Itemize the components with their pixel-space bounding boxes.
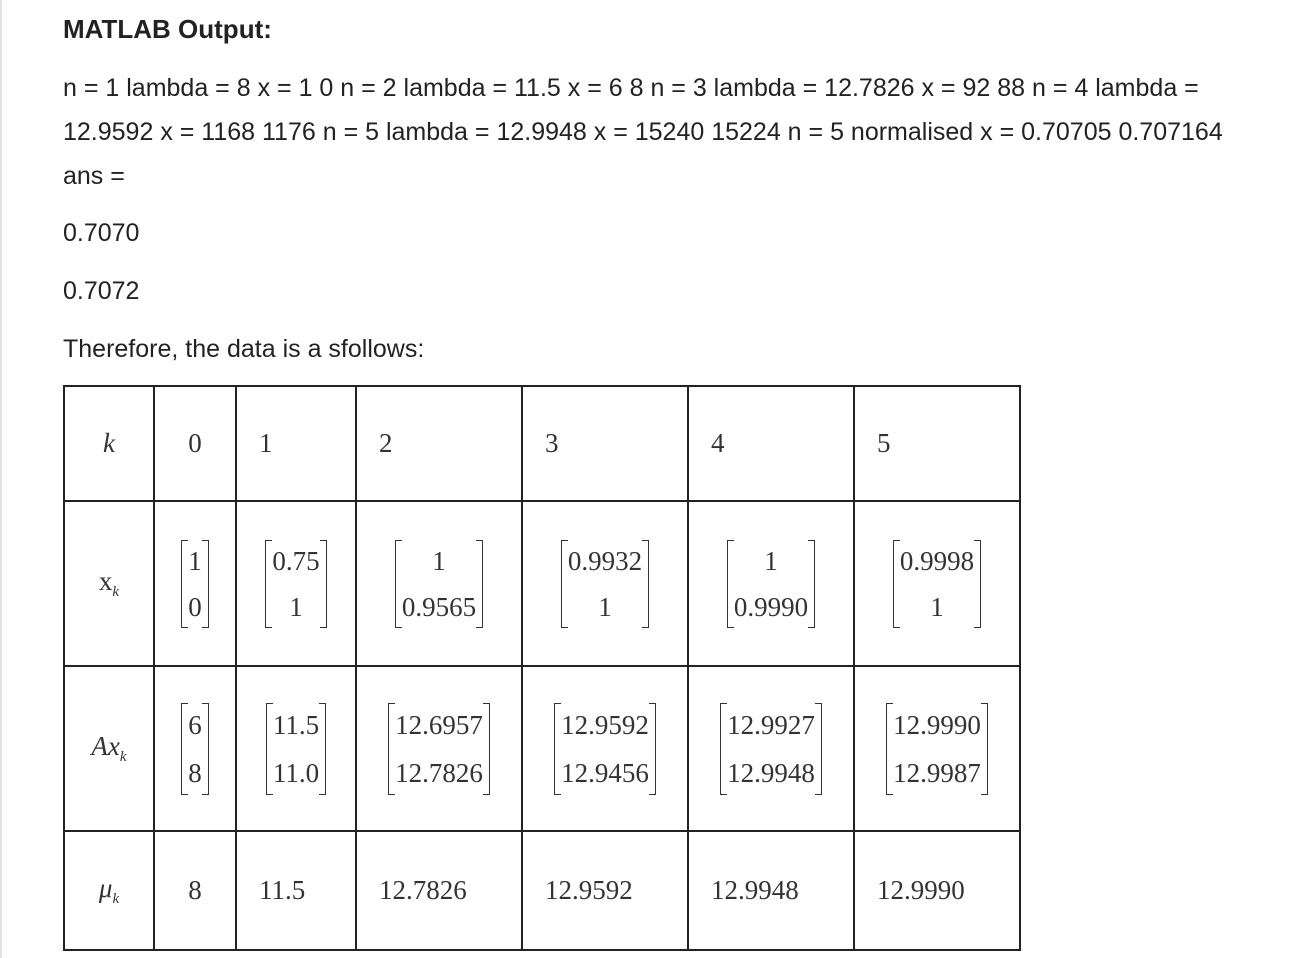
mu-cell-2: 12.7826 (356, 831, 522, 950)
ax-vector (554, 701, 656, 797)
row-label-mu (64, 831, 154, 950)
ax-cell-1 (236, 666, 356, 831)
x-cell-3 (522, 501, 688, 666)
table-row-k (64, 386, 1020, 501)
mu-cell-5: 12.9990 (854, 831, 1020, 950)
ax-cell-4 (688, 666, 854, 831)
ax-4-top: 12.9927 (727, 709, 815, 740)
x-vector (561, 538, 649, 630)
ax-3-bottom: 12.9456 (561, 757, 649, 788)
mu-cell-1: 11.5 (236, 831, 356, 950)
ax-4-bottom: 12.9948 (727, 757, 815, 788)
k-cell-4: 4 (688, 386, 854, 501)
row-label-ax (64, 666, 154, 831)
x-3-bottom: 1 (598, 591, 612, 622)
ax-5-top: 12.9990 (893, 709, 981, 740)
row-label-mu-sub: k (112, 891, 120, 907)
x-vector (727, 538, 815, 630)
ax-5-bottom: 12.9987 (893, 757, 981, 788)
row-label-mu-text: μ (98, 873, 113, 903)
x-4-top: 1 (764, 545, 778, 576)
mu-cell-4: 12.9948 (688, 831, 854, 950)
x-cell-4 (688, 501, 854, 666)
mu-cell-0: 8 (154, 831, 236, 950)
ax-cell-2 (356, 666, 522, 831)
x-3-top: 0.9932 (567, 545, 643, 576)
row-label-x-sub: k (112, 584, 120, 600)
table-row-mu (64, 831, 1020, 950)
x-1-bottom: 1 (289, 591, 303, 622)
ax-vector (886, 701, 988, 797)
matlab-output-text: n = 1 lambda = 8 x = 1 0 n = 2 lambda = 11.5 x = 6 8 n = 3 lambda = 12.7826 x = 92 88 n = 4 lambda = 12.9592 x = 1168 1176 n = 5 lambda = 12.9948 x = 15240 15224 n = 5 normalised x = 0.70705 0.707164 ans = (63, 74, 1223, 190)
k-cell-5: 5 (854, 386, 1020, 501)
x-vector (893, 538, 981, 630)
table-row-ax (64, 666, 1020, 831)
x-0-bottom: 0 (188, 591, 202, 622)
x-cell-2 (356, 501, 522, 666)
x-cell-1 (236, 501, 356, 666)
k-cell-1: 1 (236, 386, 356, 501)
x-4-bottom: 0.9990 (733, 591, 809, 622)
x-2-top: 1 (432, 545, 446, 576)
ax-2-bottom: 12.7826 (395, 757, 483, 788)
k-cell-0: 0 (154, 386, 236, 501)
x-2-bottom: 0.9565 (401, 591, 477, 622)
x-vector (395, 538, 483, 630)
left-border (0, 0, 2, 958)
ans-value-1: 0.7070 (63, 219, 140, 247)
mu-cell-3: 12.9592 (522, 831, 688, 950)
ax-2-top: 12.6957 (395, 709, 483, 740)
x-vector (265, 538, 326, 630)
x-5-bottom: 1 (930, 591, 944, 622)
x-cell-5 (854, 501, 1020, 666)
ax-1-top: 11.5 (272, 709, 320, 740)
ax-1-bottom: 11.0 (272, 757, 320, 788)
x-0-top: 1 (188, 545, 202, 576)
table-row-x (64, 501, 1020, 666)
section-heading: MATLAB Output: (63, 14, 272, 44)
x-5-top: 0.9998 (899, 545, 975, 576)
row-label-ax-sub: k (119, 749, 127, 765)
ax-0-bottom: 8 (188, 757, 202, 788)
x-vector (181, 538, 209, 630)
k-cell-2: 2 (356, 386, 522, 501)
ax-vector (181, 701, 209, 797)
k-cell-3: 3 (522, 386, 688, 501)
x-cell-0 (154, 501, 236, 666)
ax-cell-0 (154, 666, 236, 831)
ax-cell-3 (522, 666, 688, 831)
ax-3-top: 12.9592 (561, 709, 649, 740)
ax-0-top: 6 (188, 709, 202, 740)
x-1-top: 0.75 (272, 545, 320, 576)
ax-cell-5 (854, 666, 1020, 831)
therefore-text: Therefore, the data is a sfollows: (63, 335, 425, 363)
ax-vector (720, 701, 822, 797)
ax-vector (266, 701, 326, 797)
row-label-x-text: x (98, 566, 113, 596)
row-label-k: k (64, 386, 154, 501)
ans-value-2: 0.7072 (63, 277, 140, 305)
iteration-table (63, 385, 1021, 951)
ax-vector (388, 701, 490, 797)
row-label-x (64, 501, 154, 666)
row-label-ax-text: Ax (91, 731, 120, 761)
